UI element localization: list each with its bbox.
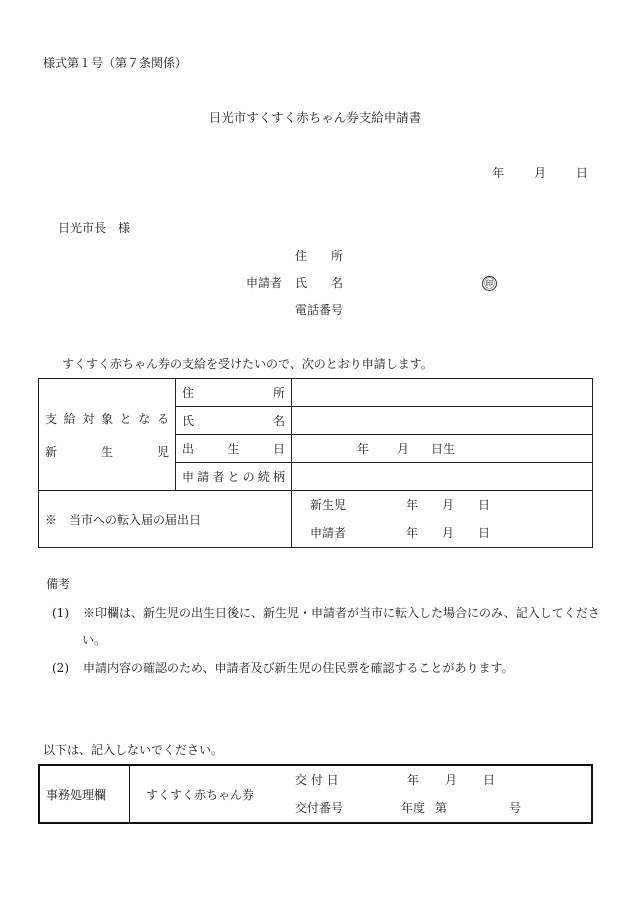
target-label-char2: 生 — [100, 444, 113, 459]
move-in-newborn-year: 年 — [406, 498, 419, 512]
move-in-newborn-day: 日 — [478, 498, 491, 512]
issue-number-no: 第 — [435, 801, 448, 815]
row-address-char1: 住 — [182, 386, 195, 400]
target-label-line1-char-5: と — [119, 411, 132, 426]
addressee: 日光市長 様 — [58, 221, 131, 235]
issue-number-suffix: 号 — [509, 801, 522, 815]
row-birth-label — [176, 435, 292, 463]
application-table — [38, 378, 593, 548]
birth-year: 年 — [357, 442, 370, 456]
date-day: 日 — [575, 166, 588, 180]
birth-month: 月 — [397, 442, 410, 456]
row-relation-label: 申 請 者 と の 続 柄 — [176, 463, 292, 491]
date-month: 月 — [534, 166, 547, 180]
move-in-dates[interactable] — [292, 491, 593, 548]
row-name-char1: 氏 — [182, 414, 195, 428]
office-item: すくすく赤ちゃん券 — [130, 765, 292, 823]
target-label-line1-char-7: る — [156, 411, 169, 426]
seal-mark: ㊞ — [484, 277, 495, 290]
remarks-title: 備考 — [46, 577, 71, 591]
target-label-line1-char-2: 給 — [63, 411, 76, 426]
row-name-label — [176, 407, 292, 435]
target-newborn-label — [39, 379, 176, 491]
target-label-char3: 児 — [156, 444, 169, 459]
remark-note-1 — [52, 607, 600, 619]
remark-note-1-text: ※印欄は、新生児の出生日後に、新生児・申請者が当市に転入した場合にのみ、記入してくださ — [83, 606, 600, 620]
newborn-birth-field[interactable] — [292, 435, 593, 463]
relation-field[interactable] — [292, 463, 593, 491]
form-number-label: 様式第１号（第７条関係） — [43, 56, 188, 70]
issue-number-label: 交付番号 — [295, 801, 344, 815]
target-label-line1-char-4: 象 — [100, 411, 113, 426]
remark-note-2 — [52, 662, 514, 674]
document-title: 日光市すくすく赤ちゃん券支給申請書 — [208, 110, 422, 125]
remark-note-2-num: (2) — [52, 661, 69, 675]
issue-date-row — [295, 766, 591, 794]
office-issue-info — [291, 765, 592, 823]
applicant-address-label: 住 所 — [295, 249, 344, 263]
remark-note-1-num: (1) — [52, 606, 69, 620]
do-not-fill-note: 以下は、記入しないでください。 — [43, 743, 224, 757]
target-label-line1-char-1: 支 — [45, 411, 58, 426]
date-year: 年 — [492, 166, 505, 180]
office-use-table — [38, 764, 593, 824]
remark-note-2-text: 申請内容の確認のため、申請者及び新生児の住民票を確認することがあります。 — [83, 661, 514, 675]
issue-number-year: 年度 — [401, 801, 426, 815]
intro-text: すくすく赤ちゃん券の支給を受けたいので、次のとおり申請します。 — [62, 357, 433, 371]
row-address-label — [176, 379, 292, 407]
target-label-line1-char-3: 対 — [82, 411, 95, 426]
issue-number-row — [295, 794, 591, 822]
move-in-applicant-day: 日 — [478, 526, 491, 540]
issue-month: 月 — [445, 773, 458, 787]
row-name-char2: 名 — [272, 414, 285, 428]
applicant-label: 申請者 — [246, 276, 283, 290]
move-in-newborn-month: 月 — [442, 498, 455, 512]
move-in-applicant-month: 月 — [442, 526, 455, 540]
application-date — [492, 167, 588, 179]
move-in-applicant-year: 年 — [406, 526, 419, 540]
office-use-label: 事務処理欄 — [39, 765, 130, 823]
target-label-line2 — [45, 443, 169, 460]
row-address-char2: 所 — [272, 386, 285, 400]
move-in-applicant-row — [310, 519, 574, 547]
newborn-address-field[interactable] — [292, 379, 593, 407]
applicant-phone-label: 電話番号 — [295, 303, 344, 317]
issue-date-label: 交 付 日 — [295, 773, 339, 787]
applicant-name-label: 氏 名 — [295, 276, 344, 290]
row-birth-char1: 出 — [182, 442, 195, 456]
move-in-newborn-label: 新生児 — [310, 498, 347, 512]
issue-day: 日 — [483, 773, 496, 787]
target-label-char1: 新 — [45, 444, 58, 459]
target-label-line1-char-6: な — [138, 411, 151, 426]
row-birth-char3: 日 — [272, 442, 285, 456]
newborn-name-field[interactable] — [292, 407, 593, 435]
issue-year: 年 — [407, 773, 420, 787]
move-in-newborn-row — [310, 491, 574, 519]
remark-note-1-cont: い。 — [82, 633, 107, 647]
move-in-applicant-label: 申請者 — [310, 526, 347, 540]
row-birth-char2: 生 — [227, 442, 240, 456]
target-label-line1 — [45, 410, 169, 427]
birth-day: 日生 — [431, 442, 456, 456]
move-in-label: ※ 当市への転入届の届出日 — [39, 491, 292, 548]
